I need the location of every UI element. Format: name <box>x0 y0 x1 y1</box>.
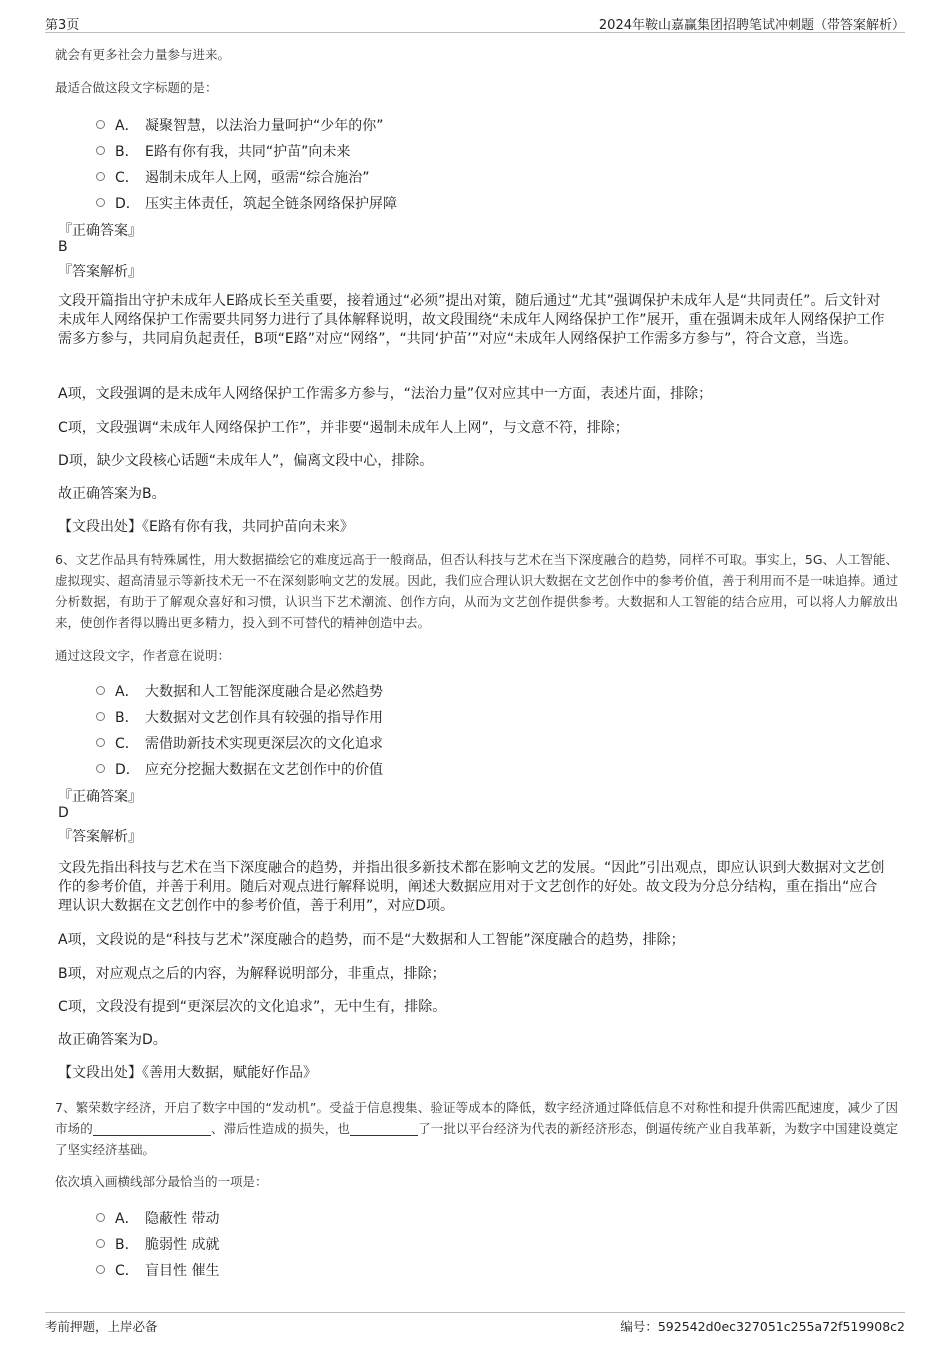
q6-source: 【文段出处】《善用大数据，赋能好作品》 <box>58 1065 317 1081</box>
q6-analysis-heading: 『答案解析』 <box>58 829 142 845</box>
q5-analysis-heading: 『答案解析』 <box>58 264 142 280</box>
radio-icon[interactable] <box>96 146 105 155</box>
document-title: 2024年鞍山嘉赢集团招聘笔试冲刺题（带答案解析） <box>598 18 905 33</box>
q6-stem: 6、文艺作品具有特殊属性，用大数据描绘它的难度远高于一般商品，但否认科技与艺术在当下深度融合的趋势，同样不可取。事实上，5G、人工智能、虚拟现实、超高清显示等新技术无一不在深刻影响文艺的发展。因此，我们应合理认识大数据在文艺创作中的参考价值，善于利用而不是一味追捧。通过分析数据，有助于了解观众喜好和习惯，认识当下艺术潮流、创作方向，从而为文艺创作提供参考。大数据和人工智能的结合应用，可以将人力解放出来，使创作者得以腾出更多精力，投入到不可替代的精神创造中去。 <box>55 552 898 630</box>
q5-source: 【文段出处】《E路有你有我，共同护苗向未来》 <box>58 519 354 535</box>
fill-blank-1[interactable] <box>93 1121 211 1136</box>
radio-icon[interactable] <box>96 198 105 207</box>
fill-blank-2[interactable] <box>350 1121 418 1136</box>
q6-answer: D <box>58 805 69 821</box>
radio-icon[interactable] <box>96 738 105 747</box>
q5-analysis: 文段开篇指出守护未成年人E路成长至关重要，接着通过“必须”提出对策，随后通过“尤其”强调保护未成年人是“共同责任”。后文针对未成年人网络保护工作需要共同努力进行了具体解释说明，故文段围绕“未成年人网络保护工作”展开，重在强调未成年人网络保护工作需多方参与，共同肩负起责任，B项“E路”对应“网络”，“共同‘护苗’”对应“未成年人网络保护工作需多方参与”，符合文意，当选。 <box>58 293 885 347</box>
footer-slogan: 考前押题，上岸必备 <box>45 1319 158 1334</box>
page-footer <box>45 1312 905 1335</box>
q6-answer-heading: 『正确答案』 <box>58 789 142 805</box>
q5-prompt: 最适合做这段文字标题的是： <box>55 80 218 95</box>
radio-icon[interactable] <box>96 764 105 773</box>
q5-note-c: C项，文段强调“未成年人网络保护工作”，并非要“遏制未成年人上网”，与文意不符，排除； <box>58 420 629 436</box>
radio-icon[interactable] <box>96 120 105 129</box>
q7-prompt: 依次填入画横线部分最恰当的一项是： <box>55 1174 268 1189</box>
radio-icon[interactable] <box>96 172 105 181</box>
radio-icon[interactable] <box>96 1239 105 1248</box>
q6-note-a: A项，文段说的是“科技与艺术”深度融合的趋势，而不是“大数据和人工智能”深度融合的趋势，排除； <box>58 932 685 948</box>
radio-icon[interactable] <box>96 686 105 695</box>
q6-conclusion: 故正确答案为D。 <box>58 1032 167 1048</box>
radio-icon[interactable] <box>96 1265 105 1274</box>
page-header <box>45 12 905 33</box>
q5-note-a: A项，文段强调的是未成年人网络保护工作需多方参与，“法治力量”仅对应其中一方面，表述片面，排除； <box>58 386 713 402</box>
q6-analysis: 文段先指出科技与艺术在当下深度融合的趋势，并指出很多新技术都在影响文艺的发展。“因此”引出观点，即应认识到大数据对文艺创作的参考价值，并善于利用。随后对观点进行解释说明，阐述大数据应用对于文艺创作的好处。故文段为分总分结构，重在指出“应合理认识大数据在文艺创作中的参考价值，善于利用”，对应D项。 <box>58 860 885 914</box>
q5-answer-heading: 『正确答案』 <box>58 223 142 239</box>
q6-prompt: 通过这段文字，作者意在说明： <box>55 648 231 663</box>
q7-stem: 7、繁荣数字经济，开启了数字中国的“发动机”。受益于信息搜集、验证等成本的降低，数字经济通过降低信息不对称性和提升供需匹配速度，减少了因市场的 、滞后性造成的损失，也 了一批以平台经济为代表的新经济形态，倒逼传统产业自我革新，为数字中国建设奠定了坚实经济基础。 <box>55 1100 898 1157</box>
radio-icon[interactable] <box>96 712 105 721</box>
q5-note-d: D项，缺少文段核心话题“未成年人”，偏离文段中心，排除。 <box>58 453 434 469</box>
document-id: 编号：592542d0ec327051c255a72f519908c2 <box>620 1319 905 1334</box>
q6-note-b: B项，对应观点之后的内容，为解释说明部分，非重点，排除； <box>58 966 446 982</box>
radio-icon[interactable] <box>96 1213 105 1222</box>
q5-tail: 就会有更多社会力量参与进来。 <box>55 47 231 62</box>
page-number: 第3页 <box>45 18 80 33</box>
q6-note-c: C项，文段没有提到“更深层次的文化追求”，无中生有，排除。 <box>58 999 447 1015</box>
q5-answer: B <box>58 239 68 255</box>
q5-conclusion: 故正确答案为B。 <box>58 486 166 502</box>
